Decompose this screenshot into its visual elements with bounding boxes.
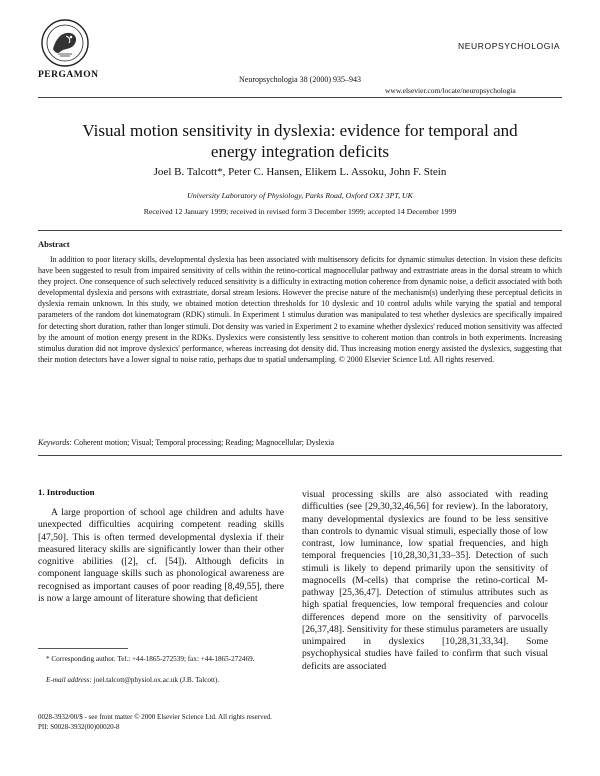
email-label: E-mail address: [46, 676, 92, 684]
article-title-line-1: Visual motion sensitivity in dyslexia: evidence for temporal and [82, 121, 518, 140]
title-rule [38, 230, 562, 231]
article-title-line-2: energy integration deficits [210, 142, 390, 161]
received-dates: Received 12 January 1999; received in revised form 3 December 1999; accepted 14 December 1999 [143, 207, 457, 216]
journal-url[interactable]: www.elsevier.com/locate/neuropsychologia [385, 86, 516, 95]
keywords-label: Keywords: [38, 438, 72, 447]
publisher-seal-logo [40, 18, 90, 68]
article-authors: Joel B. Talcott*, Peter C. Hansen, Elikem L. Assoku, John F. Stein [153, 166, 447, 178]
journal-logo: NEUROPSYCHOLOGIA [458, 41, 561, 51]
footnote-rule [38, 648, 128, 649]
abstract-heading: Abstract [38, 239, 70, 249]
copyright-line: 0028-3932/00/$ - see front matter © 2000 Elsevier Science Ltd. All rights reserved. [38, 713, 272, 721]
email-address[interactable]: joel.talcott@physiol.ox.ac.uk (J.B. Talcott). [93, 676, 220, 684]
abstract-rule [38, 455, 562, 456]
section-heading-introduction: 1. Introduction [38, 487, 95, 497]
article-title [40, 120, 560, 162]
keywords-list: Coherent motion; Visual; Temporal processing; Reading; Magnocellular; Dyslexia [73, 438, 335, 447]
pii-line: PII: S0028-3932(00)00020-8 [38, 723, 120, 731]
body-column-right: visual processing skills are also associated with reading difficulties (see [29,30,32,46,56] for review). In the laboratory, many developmental dyslexics are found to be less sensitive than controls to dynamic visual stimuli, especially those of low contrast, low luminance, low spatial frequencies, and high temporal frequencies [10,28,30,31,33–35]. Detection of such stimuli is likely to depend primarily upon the sensitivity of magnocells (M-cells) that comprise the retino-cortical M-pathway [25,36,47]. Detection of stimulus attributes such as high spatial frequencies, low temporal frequencies and colour differences depend more on the sensitivity of parvocells [26,37,48]. Sensitivity for these stimulus parameters are usually unimpaired in dyslexics [10,28,31,33,34]. Some psychophysical studies have failed to confirm that such visual deficits are associated [302, 489, 548, 672]
publisher-name: PERGAMON [38, 70, 99, 80]
body-column-left: A large proportion of school age children and adults have unexpected difficulties acquiring competent reading skills [47,50]. This is often termed developmental dyslexia if their measured literacy skills are significantly lower than their other cognitive abilities ([2], cf. [54]). Although deficits in component language skills such as phonological awareness are recognised as important causes of poor reading [8,49,55], there is now a large amount of literature showing that deficient [38, 507, 284, 604]
abstract-text: In addition to poor literacy skills, developmental dyslexia has been associated with multisensory deficits for dynamic stimulus detection. In vision these deficits have been suggested to result from impaired sensitivity of cells within the retino-cortical magnocellular pathway and extrastriate areas in the dorsal stream to which they project. One consequence of such selectively reduced sensitivity is a difficulty in extracting motion coherence from dynamic noise, a deficit associated with both developmental dyslexia and persons with extrastriate, dorsal stream lesions. However the precise nature of the mechanism(s) underlying these perceptual deficits in dyslexia remain unknown. In this study, we obtained motion detection thresholds for 10 dyslexic and 10 control adults while varying the spatial and temporal parameters of the random dot kinematogram (RDK) stimuli. In Experiment 1 stimulus duration was manipulated to test whether dyslexics are specifically impaired for detecting short duration, rather than longer stimuli. Dot density was varied in Experiment 2 to examine whether dyslexics' reduced motion sensitivity was affected by the amount of motion energy present in the RDKs. Dyslexics were consistently less sensitive to coherent motion than controls in both experiments. Increasing stimulus duration did not improve dyslexics' performance, whereas increasing dot density did. Thus increasing motion energy assisted the dyslexics, suggesting that their motion detectors have a lower signal to noise ratio, perhaps due to spatial undersampling. © 2000 Elsevier Science Ltd. All rights reserved. [38, 255, 562, 364]
author-affiliation: University Laboratory of Physiology, Parks Road, Oxford OX1 3PT, UK [187, 191, 413, 200]
header-rule [38, 97, 562, 98]
footnote-email [38, 676, 284, 684]
keywords [38, 438, 562, 447]
journal-citation: Neuropsychologia 38 (2000) 935–943 [239, 75, 361, 84]
footnote-corresponding-author: * Corresponding author. Tel.: +44-1865-272539; fax: +44-1865-272469. [46, 655, 255, 663]
